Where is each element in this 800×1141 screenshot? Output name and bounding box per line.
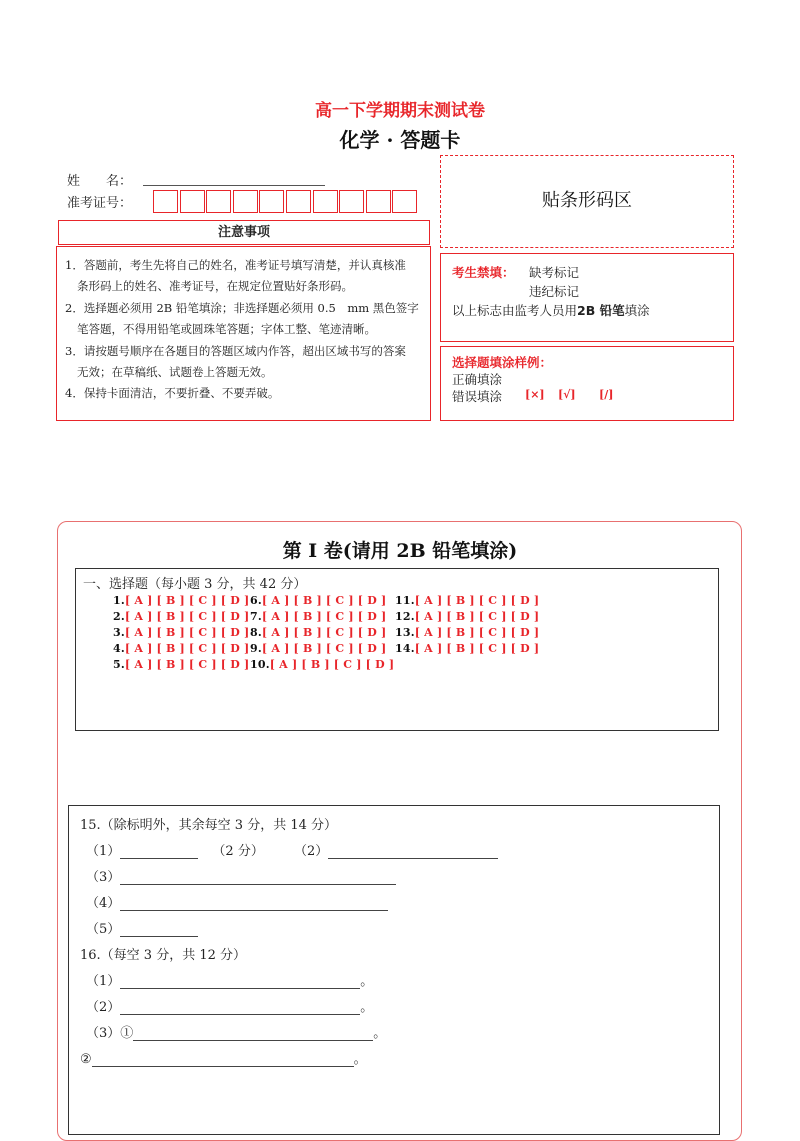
- q15-2-answer[interactable]: [328, 846, 498, 859]
- q15-header: 15.（除标明外，其余每空 3 分，共 14 分）: [80, 818, 338, 833]
- q-number: 8.: [250, 626, 262, 639]
- fill-example-box: [440, 346, 734, 421]
- q15-1-row: [86, 840, 498, 859]
- digit-box[interactable]: [153, 190, 178, 213]
- notice-item: 条形码上的姓名、准考证号，在规定位置贴好条形码。: [77, 279, 353, 293]
- mc-question-2[interactable]: [113, 610, 249, 623]
- notice-item: 无效；在草稿纸、试题卷上答题无效。: [77, 365, 273, 379]
- q16-3b-answer[interactable]: [92, 1054, 354, 1067]
- forbid-note: [452, 301, 650, 319]
- q-number: 1.: [113, 594, 125, 607]
- q-number: 6.: [250, 594, 262, 607]
- q16-2-answer[interactable]: [120, 1002, 360, 1015]
- q15-2-label: （2）: [293, 844, 329, 859]
- q16-3b-row: [80, 1048, 367, 1067]
- notice-item: 2．选择题必须用 2B 铅笔填涂；非选择题必须用 0.5 mm 黑色签字: [65, 301, 419, 315]
- q-options[interactable]: [ A ] [ B ] [ C ] [ D ]: [124, 610, 250, 623]
- q16-header: 16.（每空 3 分，共 12 分）: [80, 948, 247, 963]
- digit-box[interactable]: [180, 190, 205, 213]
- q15-3-label: （3）: [86, 870, 121, 885]
- forbid-note-post: 填涂: [624, 303, 650, 318]
- notice-box: [56, 246, 431, 421]
- q-number: 11.: [395, 594, 415, 607]
- exam-number-label: 准考证号：: [67, 196, 133, 211]
- forbid-note-pre: 以上标志由监考人员用: [452, 303, 578, 318]
- wrong-mark-slash: [/]: [599, 388, 614, 401]
- q16-1-period: 。: [360, 974, 374, 989]
- section-one-title: 第 I 卷(请用 2B 铅笔填涂): [282, 540, 518, 562]
- wrong-mark-cross: [×]: [525, 388, 545, 401]
- notice-item: 笔答题，不得用铅笔或圆珠笔答题；字体工整、笔迹清晰。: [77, 322, 376, 336]
- mc-question-12[interactable]: [395, 610, 539, 623]
- q-options[interactable]: [ A ] [ B ] [ C ] [ D ]: [261, 610, 387, 623]
- mc-question-13[interactable]: [395, 626, 539, 639]
- digit-box[interactable]: [233, 190, 258, 213]
- q-number: 10.: [250, 658, 270, 671]
- forbid-note-bold: 2B 铅笔: [577, 303, 625, 318]
- notice-title: 注意事项: [58, 220, 430, 245]
- mc-question-1[interactable]: [113, 594, 249, 607]
- name-label: 姓 名：: [67, 174, 133, 189]
- digit-box[interactable]: [313, 190, 338, 213]
- q-number: 5.: [113, 658, 125, 671]
- q15-4-answer[interactable]: [120, 898, 388, 911]
- q15-5-row: [86, 918, 198, 937]
- violation-mark: 违纪标记: [529, 284, 580, 299]
- q-options[interactable]: [ A ] [ B ] [ C ] [ D ]: [124, 594, 250, 607]
- example-label: 选择题填涂样例：: [452, 355, 553, 370]
- correct-fill-label: 正确填涂: [452, 372, 503, 387]
- q-number: 14.: [395, 642, 415, 655]
- q15-1-points: （2 分）: [212, 844, 264, 859]
- q-number: 2.: [113, 610, 125, 623]
- q-options[interactable]: [ A ] [ B ] [ C ] [ D ]: [269, 658, 395, 671]
- q16-3-label: （3）①: [86, 1026, 134, 1041]
- q-options[interactable]: [ A ] [ B ] [ C ] [ D ]: [124, 626, 250, 639]
- q15-1-label: （1）: [86, 844, 121, 859]
- q-number: 3.: [113, 626, 125, 639]
- notice-item: 3．请按题号顺序在各题目的答题区域内作答，超出区域书写的答案: [65, 344, 406, 358]
- q16-2-row: [86, 996, 373, 1015]
- digit-box[interactable]: [206, 190, 231, 213]
- answer-sheet-subtitle: 化学 · 答题卡: [339, 128, 461, 152]
- exam-title: 高一下学期期末测试卷: [315, 101, 485, 121]
- q16-3b-label: ②: [80, 1052, 92, 1067]
- mc-header: 一、选择题（每小题 3 分，共 42 分）: [83, 577, 307, 592]
- digit-box[interactable]: [392, 190, 417, 213]
- mc-question-4[interactable]: [113, 642, 249, 655]
- notice-item: 4．保持卡面清洁，不要折叠、不要弄破。: [65, 386, 280, 400]
- q-options[interactable]: [ A ] [ B ] [ C ] [ D ]: [124, 658, 250, 671]
- q16-3b-period: 。: [353, 1052, 367, 1067]
- mc-question-9[interactable]: [250, 642, 386, 655]
- q15-1-answer[interactable]: [120, 846, 198, 859]
- q-options[interactable]: [ A ] [ B ] [ C ] [ D ]: [414, 626, 540, 639]
- q-options[interactable]: [ A ] [ B ] [ C ] [ D ]: [124, 642, 250, 655]
- q16-3a-answer[interactable]: [133, 1028, 373, 1041]
- q15-3-answer[interactable]: [120, 872, 396, 885]
- q15-4-label: （4）: [86, 896, 121, 911]
- q-number: 7.: [250, 610, 262, 623]
- q16-2-label: （2）: [86, 1000, 121, 1015]
- q16-1-label: （1）: [86, 974, 121, 989]
- q16-2-period: 。: [360, 1000, 374, 1015]
- absent-mark: 缺考标记: [529, 265, 580, 280]
- name-field[interactable]: [143, 184, 325, 186]
- q16-1-row: [86, 970, 373, 989]
- q-number: 13.: [395, 626, 415, 639]
- q16-3a-period: 。: [373, 1026, 387, 1041]
- barcode-area: [440, 155, 734, 248]
- q-options[interactable]: [ A ] [ B ] [ C ] [ D ]: [261, 594, 387, 607]
- q15-4-row: [86, 892, 388, 911]
- wrong-mark-check: [√]: [558, 388, 576, 401]
- q-options[interactable]: [ A ] [ B ] [ C ] [ D ]: [414, 642, 540, 655]
- mc-question-8[interactable]: [250, 626, 386, 639]
- mc-question-3[interactable]: [113, 626, 249, 639]
- mc-question-10[interactable]: [250, 658, 394, 671]
- mc-question-5[interactable]: [113, 658, 249, 671]
- digit-box[interactable]: [339, 190, 364, 213]
- digit-box[interactable]: [366, 190, 391, 213]
- forbid-label: 考生禁填：: [452, 265, 515, 280]
- exam-number-field[interactable]: [153, 190, 419, 213]
- q-number: 9.: [250, 642, 262, 655]
- q-options[interactable]: [ A ] [ B ] [ C ] [ D ]: [414, 594, 540, 607]
- wrong-fill-label: 错误填涂: [452, 389, 503, 404]
- q-options[interactable]: [ A ] [ B ] [ C ] [ D ]: [261, 626, 387, 639]
- mc-question-7[interactable]: [250, 610, 386, 623]
- mc-question-14[interactable]: [395, 642, 539, 655]
- barcode-label: 贴条形码区: [542, 190, 632, 211]
- q15-5-label: （5）: [86, 922, 121, 937]
- q-number: 4.: [113, 642, 125, 655]
- notice-item: 1．答题前，考生先将自己的姓名，准考证号填写清楚，并认真核准: [65, 258, 406, 272]
- q-options[interactable]: [ A ] [ B ] [ C ] [ D ]: [414, 610, 540, 623]
- q16-3-row: [86, 1022, 386, 1041]
- digit-box[interactable]: [286, 190, 311, 213]
- mc-question-11[interactable]: [395, 594, 539, 607]
- digit-box[interactable]: [259, 190, 284, 213]
- q15-5-answer[interactable]: [120, 924, 198, 937]
- q15-3-row: [86, 866, 396, 885]
- examiner-only-box: [440, 253, 734, 342]
- q16-1-answer[interactable]: [120, 976, 360, 989]
- q-number: 12.: [395, 610, 415, 623]
- q-options[interactable]: [ A ] [ B ] [ C ] [ D ]: [261, 642, 387, 655]
- mc-question-6[interactable]: [250, 594, 386, 607]
